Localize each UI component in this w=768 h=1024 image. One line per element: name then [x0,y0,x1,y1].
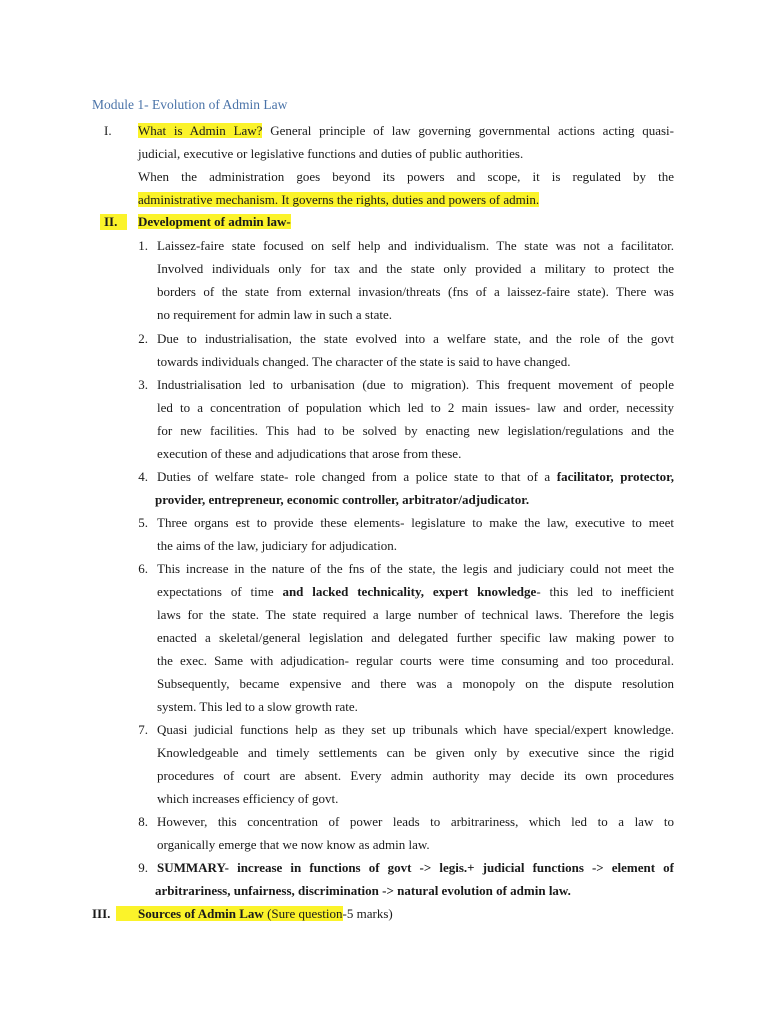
item-9-line-2: arbitrariness, unfairness, discrimination -> natural evolution of admin law. [155,883,571,898]
section-1-heading: What is Admin Law? [138,123,263,138]
section-1-line-4 [138,191,539,209]
item-5-line-2: the aims of the law, judiciary for adjudication. [157,538,397,553]
item-3-line-3: for new facilities. This had to be solved by enacting new legislation/regulations and the [157,423,674,438]
item-2-line-2: towards individuals changed. The character of the state is said to have changed. [157,354,571,369]
item-1-line-3: borders of the state from external invasion/threats (fns of a laissez-faire state). There was [157,284,674,299]
item-5-number: 5. [138,515,148,530]
item-6-line-1: This increase in the nature of the fns of the state, the legis and judiciary could not meet the [157,561,674,576]
item-2-number: 2. [138,331,148,346]
item-4-number: 4. [138,469,148,484]
item-7-line-2: Knowledgeable and timely settlements can be given only by executive since the rigid [157,745,674,760]
section-2-heading: Development of admin law- [138,214,291,229]
item-6-number: 6. [138,561,148,576]
section-2-numeral: II. [100,214,127,230]
item-6-line-2-c: - this led to inefficient [536,584,674,599]
item-4-line-1-bold: facilitator, protector, [556,469,674,484]
item-9-line-1: SUMMARY- increase in functions of govt -> legis.+ judicial functions -> element of [157,860,674,875]
item-3-line-2: led to a concentration of population which led to 2 main issues- law and order, necessity [157,400,674,415]
item-6-line-2-bold: and lacked technicality, expert knowledge [282,584,537,599]
item-1-line-2: Involved individuals only for tax and the state only provided a military to protect the [157,261,674,276]
item-8-number: 8. [138,814,148,829]
item-3-number: 3. [138,377,148,392]
module-title: Module 1- Evolution of Admin Law [92,97,288,112]
item-6-line-6: Subsequently, became expensive and there was a monopoly on the dispute resolution [157,676,674,691]
item-6-line-2 [157,583,674,601]
section-3-note: -5 marks) [342,906,393,921]
item-6-line-4: enacted a skeletal/general legislation and delegated further specific law making power to [157,630,674,645]
item-7-line-4: which increases efficiency of govt. [157,791,339,806]
item-8-line-1: However, this concentration of power leads to arbitrariness, which led to a law to [157,814,674,829]
item-4-line-2: provider, entrepreneur, economic controller, arbitrator/adjudicator. [155,492,530,507]
item-4-line-1-text: Duties of welfare state- role changed from a police state to that of a [157,469,557,484]
item-7-line-1: Quasi judicial functions help as they set up tribunals which have special/expert knowledge. [157,722,674,737]
section-3-heading: Sources of Admin Law [116,906,264,921]
item-8-line-2: organically emerge that we now know as admin law. [157,837,430,852]
section-1-line-1 [138,122,674,140]
section-2-heading-line [138,213,291,231]
item-6-line-7: system. This led to a slow growth rate. [157,699,358,714]
item-7-line-3: procedures of court are absent. Every admin authority may decide its own procedures [157,768,674,783]
section-1-line-2: judicial, executive or legislative functions and duties of public authorities. [138,146,524,161]
section-1-line-3: When the administration goes beyond its powers and scope, it is regulated by the [138,169,674,184]
item-6-line-3: laws for the state. The state required a large number of technical laws. Therefore the legis [157,607,674,622]
section-3-numeral: III. [92,906,111,921]
item-9-number: 9. [138,860,148,875]
item-5-line-1: Three organs est to provide these elements- legislature to make the law, executive to meet [157,515,674,530]
section-1-line-1-text: General principle of law governing governmental actions acting quasi- [262,123,674,138]
section-3-line [116,905,393,923]
item-6-line-2-a: expectations of time [157,584,283,599]
item-7-number: 7. [138,722,148,737]
item-4-line-1 [157,468,674,486]
item-1-line-4: no requirement for admin law in such a state. [157,307,393,322]
item-3-line-4: execution of these and adjudications that arose from these. [157,446,462,461]
section-1-numeral: I. [104,123,112,138]
section-3-note-highlight: (Sure question [263,906,343,921]
item-3-line-1: Industrialisation led to urbanisation (due to migration). This frequent movement of people [157,377,674,392]
item-2-line-1: Due to industrialisation, the state evolved into a welfare state, and the role of the govt [157,331,674,346]
section-1-line-4-highlight: administrative mechanism. It governs the rights, duties and powers of admin. [138,192,540,207]
item-1-number: 1. [138,238,148,253]
item-1-line-1: Laissez-faire state focused on self help and individualism. The state was not a facilitator. [157,238,674,253]
item-6-line-5: the exec. Same with adjudication- regular courts were time consuming and too procedural. [157,653,674,668]
